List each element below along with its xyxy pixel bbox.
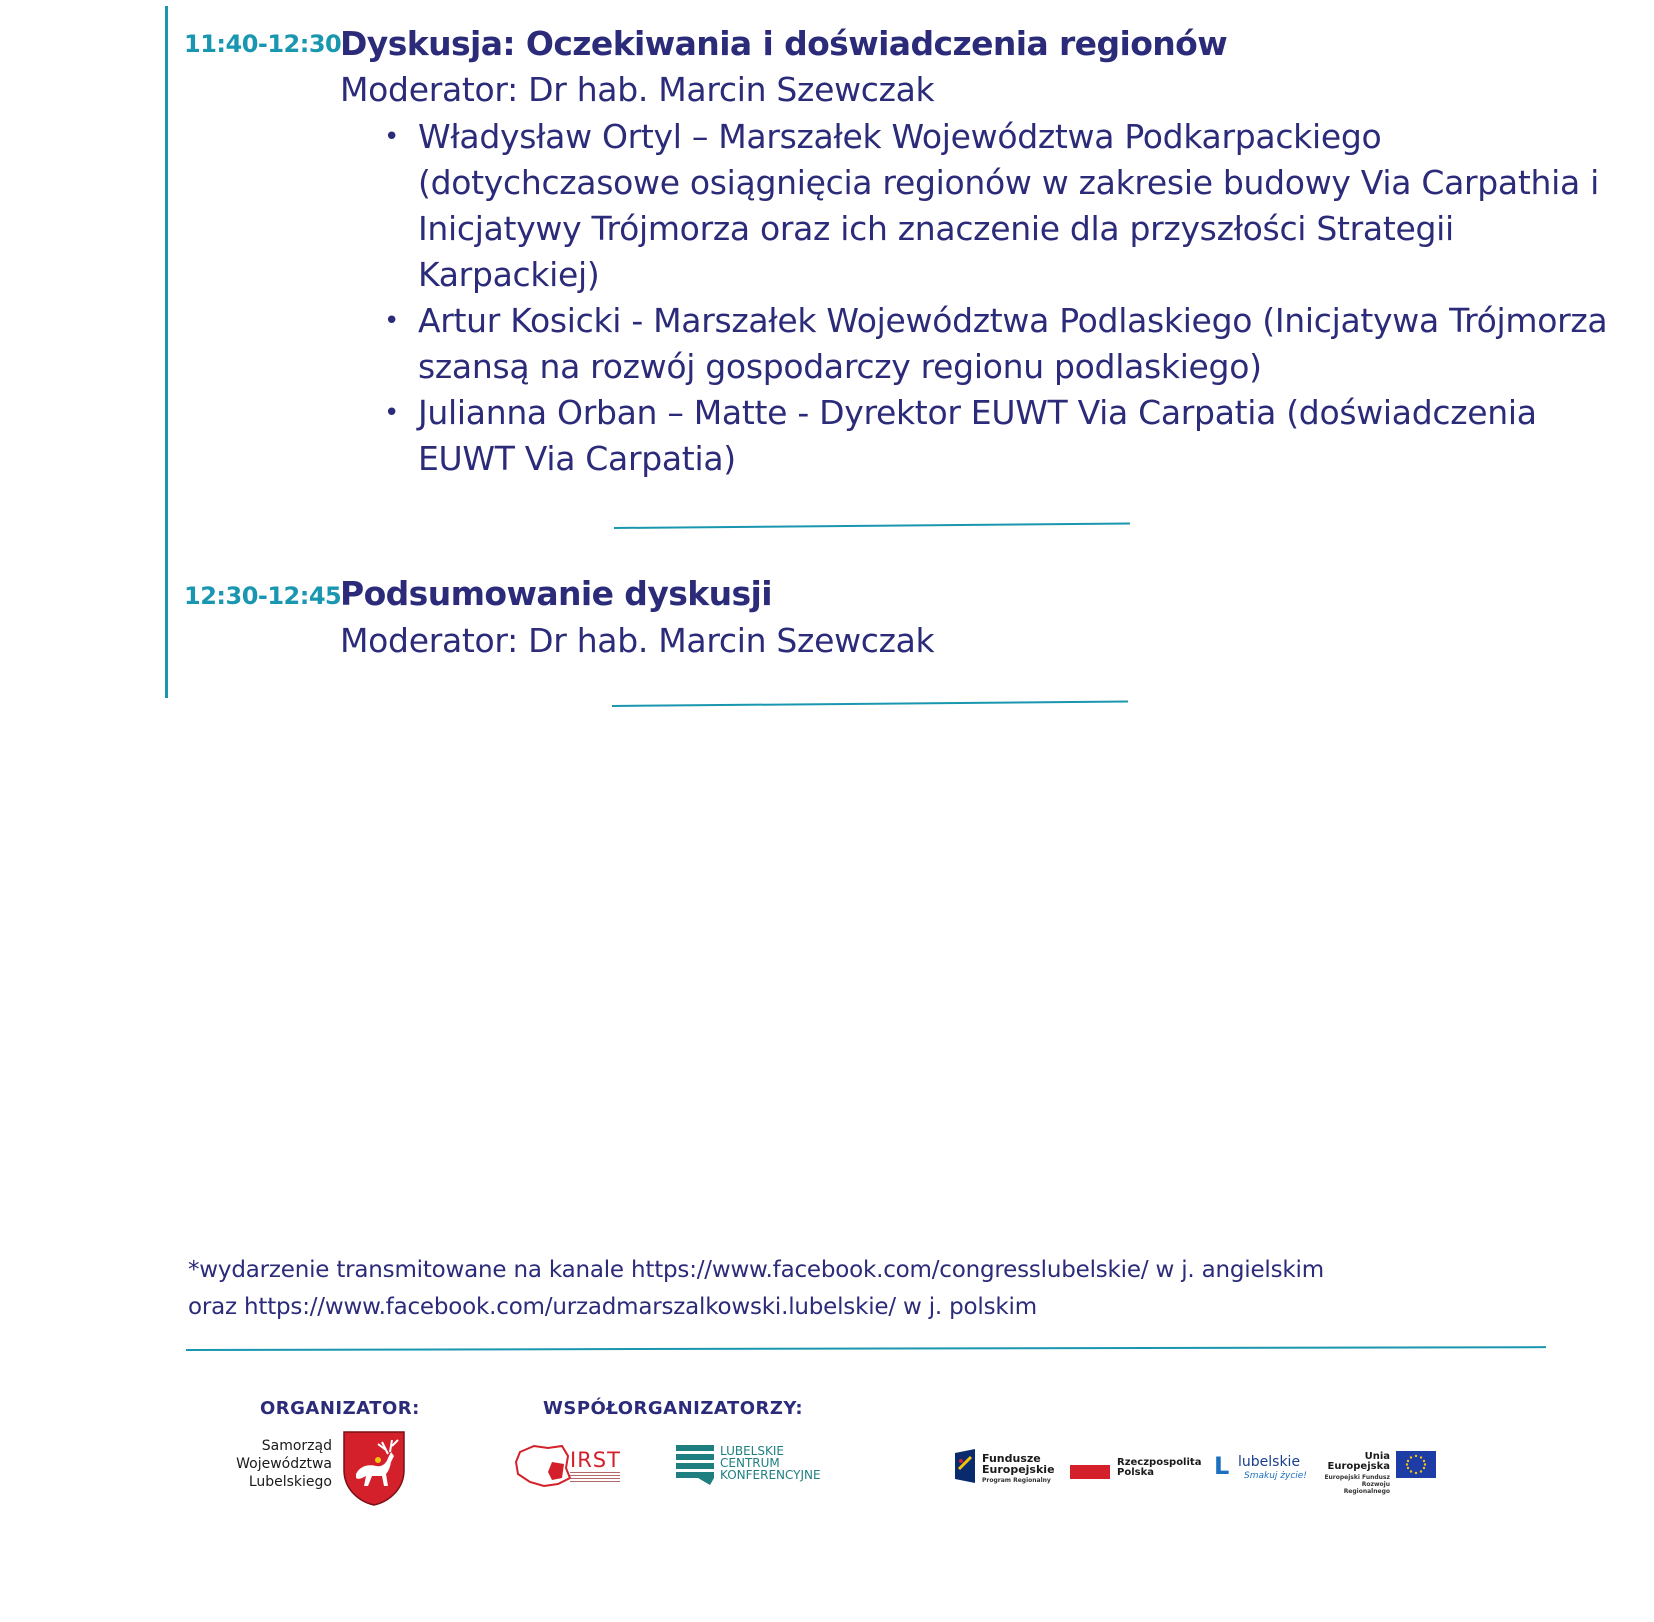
lubelskie-mark-icon: L [1214,1452,1230,1480]
speaker-list [380,114,1640,482]
bullet-icon: • [384,398,400,428]
bullet-icon: • [384,306,400,336]
timeline-bar [165,6,168,698]
lck-logo-line: KONFERENCYJNE [720,1468,821,1482]
fundusze-europejskie-text [982,1453,1055,1484]
session-moderator: Moderator: Dr hab. Marcin Szewczak [340,621,935,660]
organizer-name-line: Województwa [236,1456,332,1472]
speaker-item [380,298,1640,390]
broadcast-note [188,1252,1324,1326]
irst-logo-text: IRST [570,1448,621,1472]
lubelskie-slogan: Smakuj życie! [1244,1471,1307,1481]
note-line: *wydarzenie transmitowane na kanale https://www.facebook.com/congresslubelskie/ w j. angielskim [188,1257,1324,1283]
note-line: oraz https://www.facebook.com/urzadmarszalkowski.lubelskie/ w j. polskim [188,1294,1037,1320]
lubelskie-logo-text: lubelskie [1238,1454,1301,1470]
speaker-item [380,390,1640,482]
session-title: Podsumowanie dyskusji [340,574,772,613]
bullet-icon: • [384,122,400,152]
session-time: 11:40-12:30 [184,30,342,58]
speaker-text: Władysław Ortyl – Marszałek Województwa Podkarpackiego (dotychczasowe osiągnięcia regionów w zakresie budowy Via Carpathia i Inicjatywy Trójmorza oraz ich znaczenie dla przyszłości Strategii Karpackiej) [418,117,1599,294]
organizer-name [232,1437,332,1491]
speaker-text: Julianna Orban – Matte - Dyrektor EUWT Via Carpatia (doświadczenia EUWT Via Carpatia) [418,393,1537,478]
eu-flag-icon [1396,1451,1436,1478]
poland-map-icon [514,1442,572,1488]
lck-logo-icon [676,1445,714,1485]
lck-logo-line: LUBELSKIE [720,1444,784,1458]
ue-line: Europejski Fundusz [1324,1474,1390,1481]
session-time: 12:30-12:45 [184,582,342,610]
organizer-name-line: Lubelskiego [248,1474,332,1490]
separator [612,700,1128,707]
footer-separator [186,1346,1546,1351]
speaker-text: Artur Kosicki - Marszałek Województwa Podlaskiego (Inicjatywa Trójmorza szansą na rozwój gospodarczy regionu podlaskiego) [418,301,1608,386]
lck-logo-line: CENTRUM [720,1456,780,1470]
session-moderator: Moderator: Dr hab. Marcin Szewczak [340,70,935,109]
session-title: Dyskusja: Oczekiwania i doświadczenia regionów [340,24,1228,63]
rzeczpospolita-text [1117,1458,1201,1478]
fe-line: Europejskie [982,1463,1055,1476]
fundusze-europejskie-icon [955,1449,975,1483]
organizer-name-line: Samorząd [261,1438,332,1454]
lck-logo-text [720,1445,821,1481]
fe-line: Fundusze [982,1452,1041,1465]
ue-line: Unia Europejska [1327,1451,1390,1472]
ue-text [1318,1452,1390,1495]
organizer-label: ORGANIZATOR: [260,1398,420,1419]
rp-line: Rzeczpospolita [1117,1457,1202,1468]
fe-line: Program Regionalny [982,1477,1051,1484]
ue-line: Rozwoju Regionalnego [1343,1481,1390,1495]
separator [614,522,1130,529]
rp-line: Polska [1117,1467,1154,1478]
speaker-item [380,114,1640,298]
lubelskie-crest-logo [342,1430,406,1506]
irst-subtitle-lines [570,1472,620,1484]
polish-flag-icon [1070,1465,1110,1479]
coorganizers-label: WSPÓŁORGANIZATORZY: [543,1398,804,1419]
